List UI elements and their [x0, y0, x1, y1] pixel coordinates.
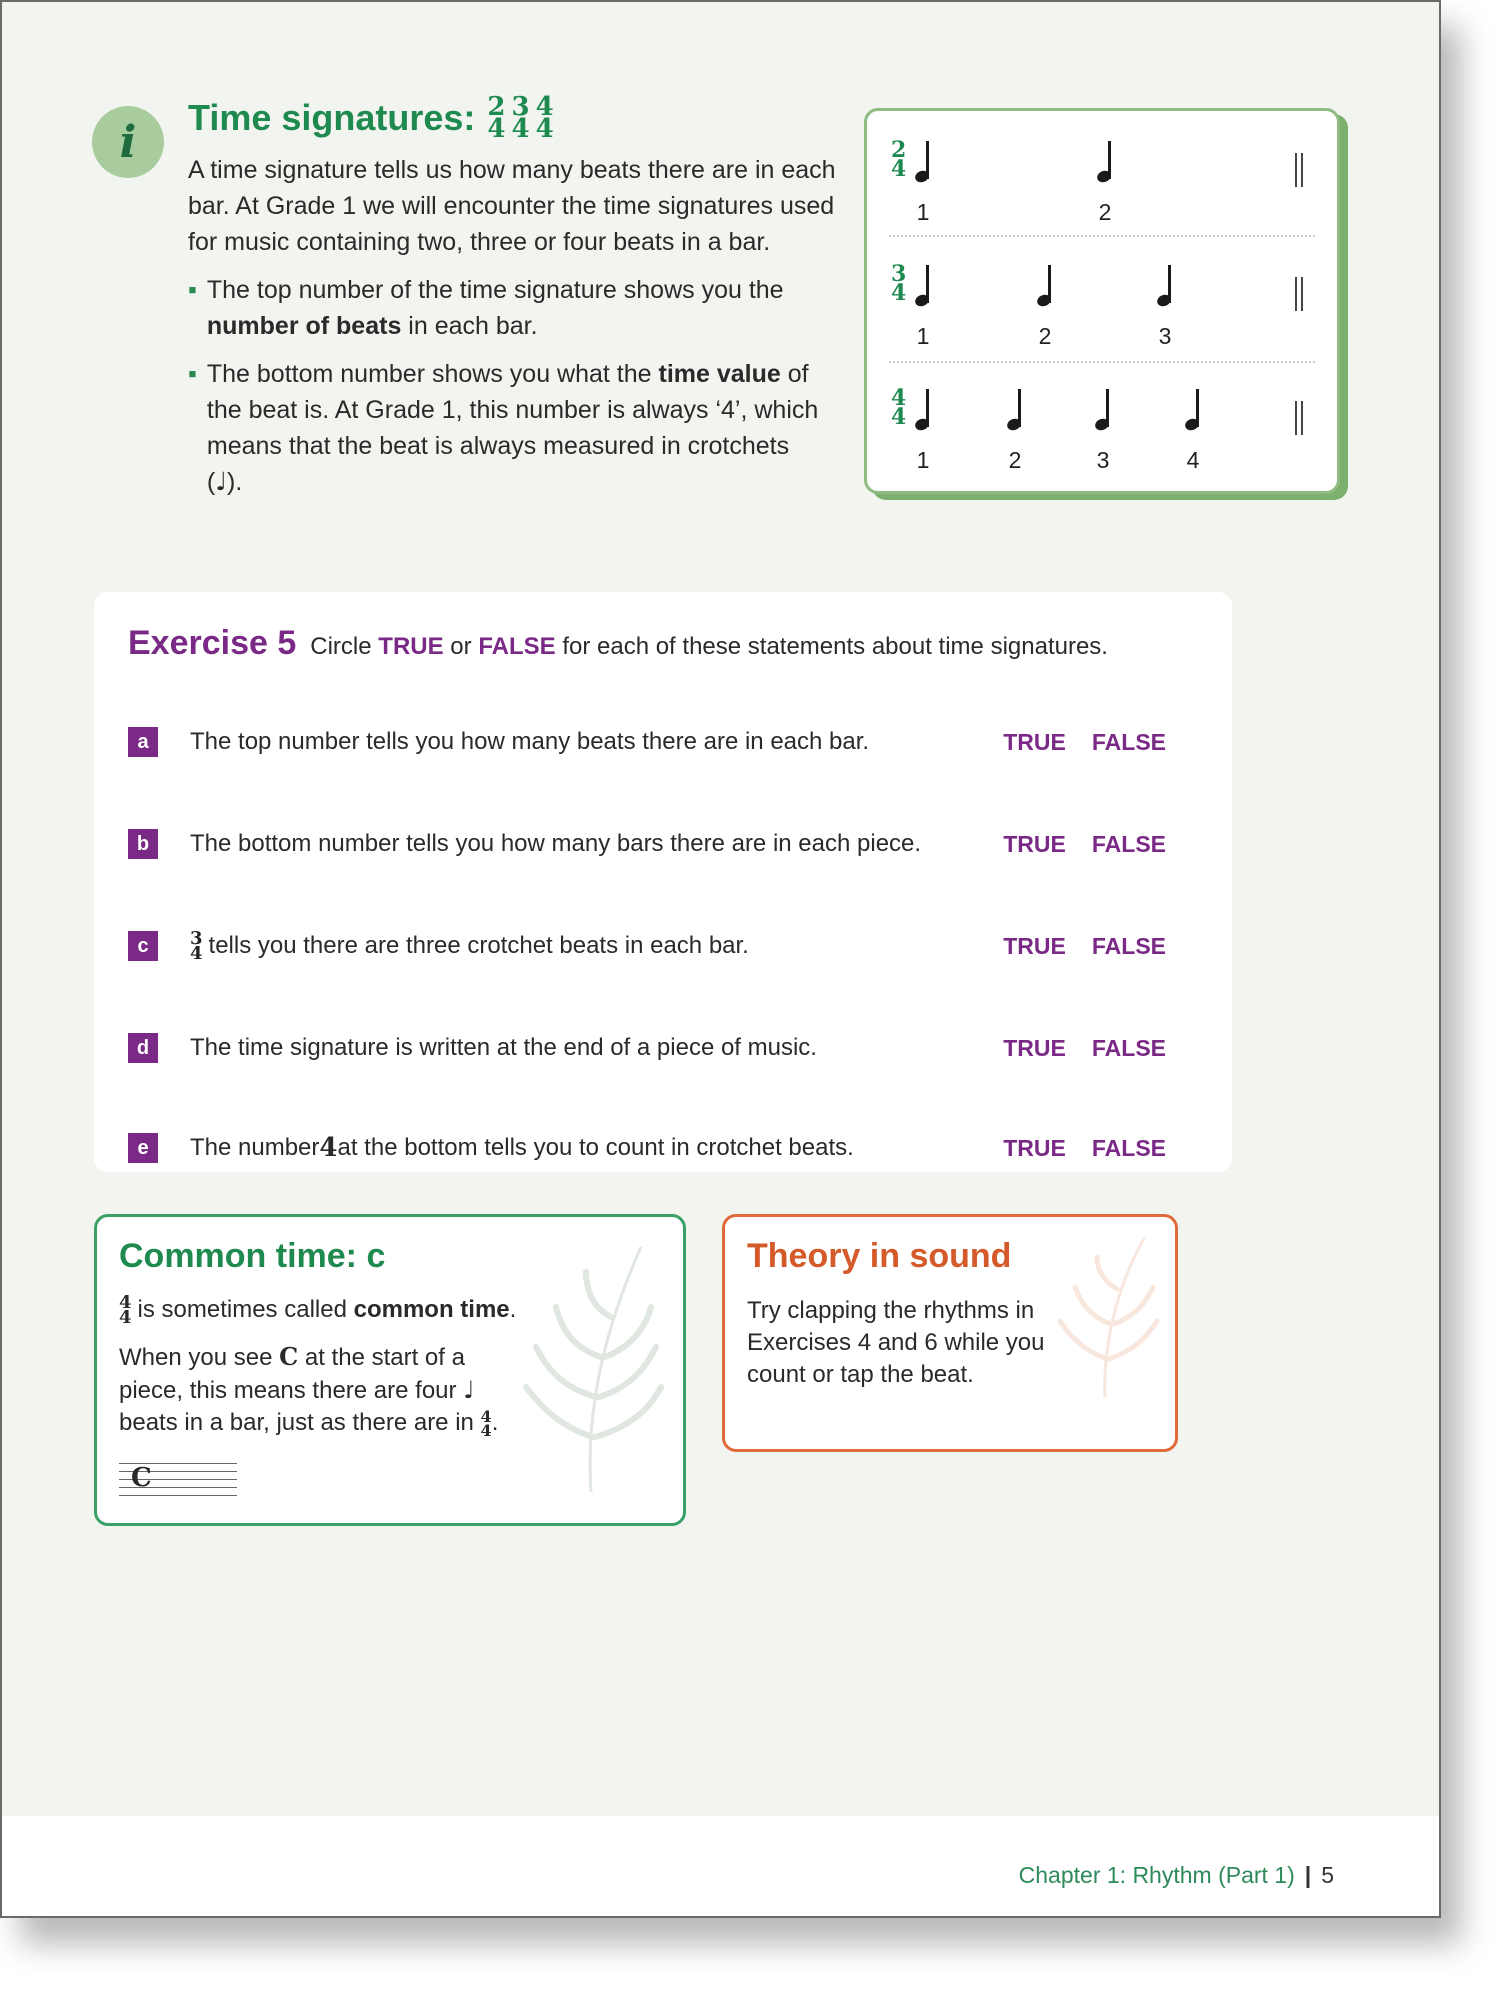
sig-bottom: 4: [190, 943, 203, 964]
exercise-title: Exercise 5: [128, 624, 297, 662]
time-signature-3-4: [511, 92, 530, 145]
sig-bottom: 4: [891, 279, 907, 306]
question-text-part: at the bottom tells you to count in crotchet beats.: [337, 1134, 854, 1161]
text-part: When you see: [119, 1344, 280, 1371]
false-option[interactable]: FALSE: [1091, 728, 1166, 755]
crotchet-note-icon: [1095, 389, 1115, 435]
theory-in-sound-box: [722, 1214, 1178, 1452]
theory-text: Try clapping the rhythms in Exercises 4 and 6 while you count or tap the beat.: [747, 1297, 1045, 1388]
beat-number: 1: [916, 199, 930, 225]
question-d: [128, 1028, 1208, 1068]
question-letter-badge: b: [128, 829, 158, 859]
crotchet-note-icon: [1185, 389, 1205, 435]
common-time-text: [138, 1296, 517, 1324]
question-b: [128, 824, 1208, 864]
double-barline: [1295, 277, 1303, 311]
title-time-signatures: [487, 92, 554, 145]
true-option[interactable]: TRUE: [1003, 728, 1066, 755]
bullet-bold: time value: [658, 360, 781, 388]
common-time-title: Common time: c: [119, 1237, 386, 1275]
false-option[interactable]: FALSE: [1091, 932, 1166, 959]
true-option[interactable]: TRUE: [1003, 932, 1066, 959]
true-option[interactable]: TRUE: [1003, 1034, 1066, 1061]
section-title-text: Time signatures:: [188, 97, 476, 139]
instr-text: Circle: [310, 633, 379, 660]
row-time-signature: [891, 137, 907, 182]
bullet-item: [188, 272, 848, 344]
intro-text-block: [188, 152, 848, 512]
beat-number: 2: [1098, 199, 1112, 225]
bullet-dot-icon: ▪: [188, 360, 197, 388]
common-time-box: [94, 1214, 686, 1526]
bullet-text-part: The top number of the time signature shows you the: [206, 276, 784, 304]
sig-bottom: 4: [535, 114, 554, 145]
question-letter-badge: a: [128, 727, 158, 757]
bold-number: 4: [319, 1133, 338, 1163]
true-false-options: [1003, 831, 1166, 858]
question-text-part: tells you there are three crotchet beats in each bar.: [208, 932, 749, 959]
sig-bottom: 4: [511, 114, 530, 145]
sig-bottom: 4: [891, 155, 907, 182]
crotchet-icon: ♩: [215, 467, 227, 496]
staff-with-common-time-icon: [119, 1461, 237, 1497]
true-false-options: [1003, 1035, 1166, 1062]
question-text: The top number tells you how many beats there are in each bar.: [190, 728, 870, 755]
theory-title: Theory in sound: [747, 1237, 1012, 1275]
question-text: The bottom number tells you how many bars there are in each piece.: [190, 830, 922, 857]
sig-top: 4: [891, 385, 907, 411]
question-text: [190, 927, 749, 964]
crotchet-note-icon: [915, 265, 935, 311]
crotchet-note-icon: [1097, 141, 1117, 187]
bullet-bold: number of beats: [206, 312, 402, 340]
rhythm-row-2-4: [867, 115, 1337, 241]
bullet-text-part: ).: [227, 468, 243, 496]
crotchet-note-icon: [915, 389, 935, 435]
false-option[interactable]: FALSE: [1091, 1034, 1166, 1061]
intro-paragraph: A time signature tells us how many beats there are in each bar. At Grade 1 we will encounter the time signatures used for music containing two, three or four beats in a bar.: [188, 156, 836, 256]
question-letter-badge: d: [128, 1033, 158, 1063]
question-a: [128, 722, 1208, 762]
question-text-part: The number: [190, 1134, 320, 1161]
footer-label: [1019, 1862, 1334, 1889]
instr-text: or: [443, 633, 479, 660]
bullet-text-part: in each bar.: [401, 312, 538, 340]
question-c: [128, 926, 1208, 966]
common-time-symbol-icon: C: [279, 1342, 299, 1371]
text-part: beats in a bar, just as there are in: [119, 1409, 481, 1436]
chapter-label: Chapter 1: Rhythm (Part 1): [1018, 1862, 1295, 1888]
text-part: is sometimes called: [137, 1296, 354, 1324]
footer-separator: |: [1304, 1862, 1312, 1888]
bullet-text-part: of the beat is. At Grade 1, this number is always ‘4’, which means that the beat is always measured in crotchets (: [206, 360, 819, 496]
exercise-instructions: [310, 633, 1108, 661]
question-e: [128, 1128, 1208, 1168]
bullet-dot-icon: ▪: [188, 276, 197, 304]
double-barline: [1295, 401, 1303, 435]
instr-true-keyword: TRUE: [378, 633, 444, 660]
bullet-text: [207, 356, 827, 500]
crotchet-note-icon: [1157, 265, 1177, 311]
fern-decoration-icon: [1045, 1229, 1165, 1399]
sig-top: 2: [891, 137, 907, 163]
beat-number: 1: [916, 323, 930, 349]
rhythm-row-3-4: [867, 239, 1337, 365]
exercise-header: [128, 624, 1108, 663]
time-signature-2-4: [487, 92, 506, 145]
time-signature-4-4: [535, 92, 554, 145]
double-barline: [1295, 153, 1303, 187]
true-option[interactable]: TRUE: [1003, 1134, 1066, 1161]
rhythm-examples-box: [864, 108, 1340, 494]
crotchet-note-icon: [915, 141, 935, 187]
instr-text: for each of these statements about time signatures.: [555, 633, 1108, 660]
sig-top: 4: [535, 92, 554, 122]
inline-time-signature: [119, 1292, 132, 1329]
inline-time-signature: [190, 927, 203, 964]
sig-top: 4: [480, 1407, 492, 1427]
instr-false-keyword: FALSE: [478, 633, 556, 660]
beat-number: 2: [1038, 323, 1052, 349]
question-letter-badge: e: [128, 1133, 158, 1163]
common-time-line-1: [119, 1292, 517, 1329]
section-title: [188, 92, 554, 145]
crotchet-icon: ♩: [463, 1376, 475, 1404]
common-time-line-2: [119, 1341, 529, 1439]
row-divider: [889, 235, 1315, 237]
sig-bottom: 4: [119, 1307, 132, 1329]
row-time-signature: [891, 261, 907, 306]
question-text: The time signature is written at the end of a piece of music.: [190, 1034, 817, 1061]
page-footer: [2, 1816, 1439, 1916]
common-time-symbol-icon: C: [131, 1463, 152, 1493]
sig-top: 3: [190, 927, 203, 949]
true-false-options: [1003, 729, 1166, 756]
sig-bottom: 4: [480, 1420, 492, 1440]
sig-bottom: 4: [487, 114, 506, 145]
beat-number: 4: [1186, 447, 1200, 473]
true-option[interactable]: TRUE: [1003, 830, 1066, 857]
text-part: at the start of a piece, this means there are four: [119, 1344, 465, 1404]
question-text: [190, 1133, 854, 1163]
beat-number: 2: [1008, 447, 1022, 473]
page-number: 5: [1321, 1862, 1334, 1888]
text-part: .: [509, 1296, 517, 1324]
bullet-item: [188, 356, 848, 500]
bullet-text: [207, 272, 827, 344]
text-part: .: [491, 1409, 499, 1436]
beat-number: 1: [916, 447, 930, 473]
bold-term: common time: [353, 1296, 510, 1324]
beat-number: 3: [1096, 447, 1110, 473]
true-false-options: [1003, 933, 1166, 960]
bullet-text-part: The bottom number shows you what the: [206, 360, 659, 388]
row-time-signature: [891, 385, 907, 430]
sig-top: 4: [119, 1292, 132, 1313]
exercise-5-panel: [94, 592, 1232, 1172]
sig-top: 3: [891, 261, 907, 287]
beat-number: 3: [1158, 323, 1172, 349]
sig-bottom: 4: [891, 403, 907, 430]
true-false-options: [1003, 1135, 1166, 1162]
false-option[interactable]: FALSE: [1091, 1134, 1166, 1161]
crotchet-note-icon: [1037, 265, 1057, 311]
crotchet-note-icon: [1007, 389, 1027, 435]
question-letter-badge: c: [128, 931, 158, 961]
false-option[interactable]: FALSE: [1091, 830, 1166, 857]
inline-time-signature: [480, 1407, 492, 1440]
rhythm-row-4-4: [867, 363, 1337, 489]
sig-top: 2: [487, 92, 506, 122]
sig-top: 3: [511, 92, 530, 122]
info-icon: i: [92, 106, 164, 178]
